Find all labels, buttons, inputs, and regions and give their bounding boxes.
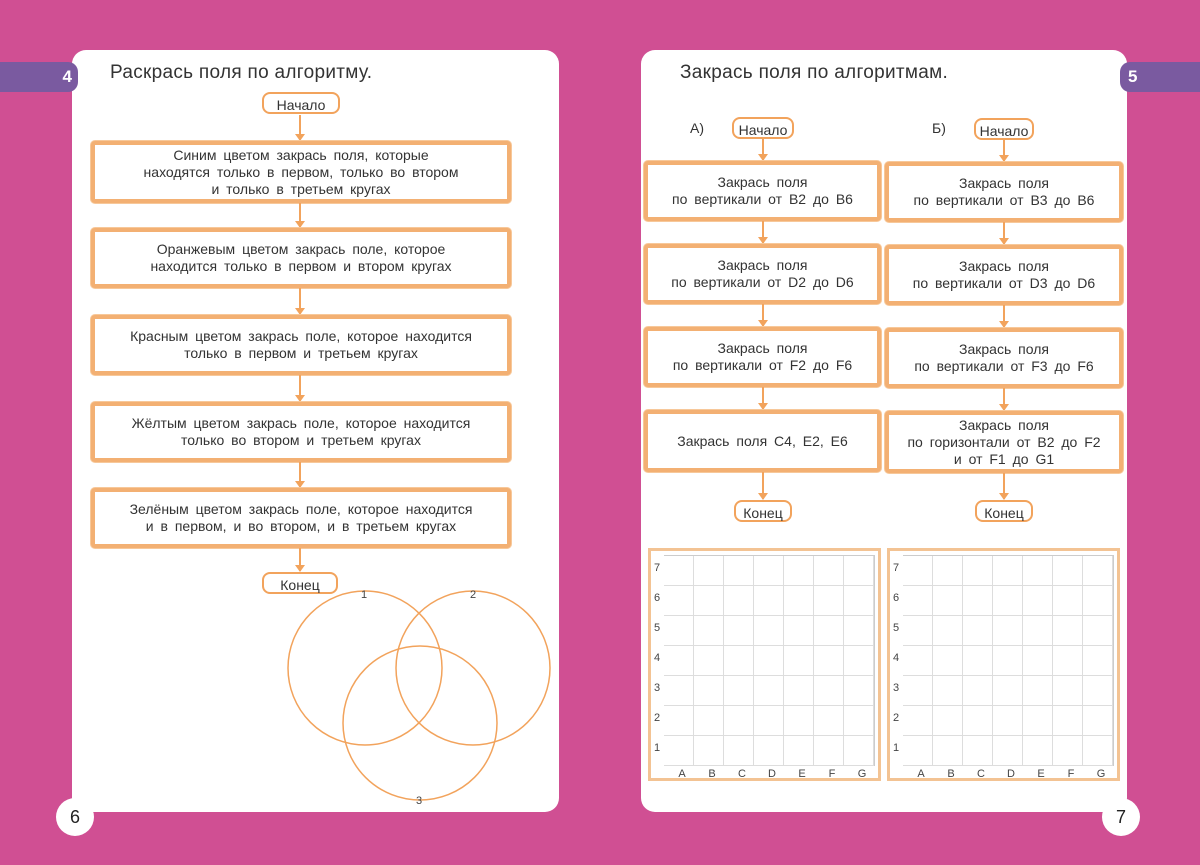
grid-a-row-label: 2 [653, 712, 661, 724]
algorithm-a-start: Начало [732, 117, 794, 139]
grid-b-row-label: 3 [892, 682, 900, 694]
right-arrow [762, 139, 764, 160]
grid-a-row-label: 7 [653, 562, 661, 574]
algorithm-b-end: Конец [975, 500, 1033, 522]
right-arrow [762, 221, 764, 243]
step-line: Закрась поля [959, 258, 1049, 274]
right-arrow [1003, 388, 1005, 410]
step-line: по вертикали от D2 до D6 [671, 274, 854, 290]
grid-a [648, 548, 881, 781]
step-line: и от F1 до G1 [953, 450, 1055, 467]
step-line: Закрась поля [959, 416, 1049, 433]
grid-b-col-label: C [977, 768, 985, 780]
algorithm-b-start: Начало [974, 118, 1034, 140]
step-line: Оранжевым цветом закрась поле, которое [156, 241, 446, 257]
grid-b-col-label: F [1067, 768, 1075, 780]
grid-b-col-label: G [1096, 768, 1106, 780]
left-step-4 [91, 402, 511, 462]
grid-a-col-label: D [768, 768, 776, 780]
venn-label-2: 2 [470, 589, 477, 601]
step-line: Закрась поля [717, 340, 808, 356]
step-line: Жёлтым цветом закрась поле, которое находится [131, 415, 471, 431]
grid-b-col-label: B [947, 768, 955, 780]
step-line: Закрась поля [959, 175, 1049, 191]
right-arrow [1003, 305, 1005, 327]
left-arrow [299, 462, 301, 487]
grid-b-col-label: A [917, 768, 925, 780]
right-tab-number: 5 [1120, 62, 1200, 92]
grid-a-cells [664, 555, 875, 766]
left-arrow [299, 115, 301, 140]
left-arrow [299, 375, 301, 401]
left-page-number: 6 [56, 798, 94, 836]
grid-a-col-label: C [738, 768, 746, 780]
left-tab-number: 4 [0, 62, 78, 92]
grid-a-col-label: E [798, 768, 806, 780]
step-line: и в первом, и во втором, и в третьем кругах [145, 518, 457, 534]
left-arrow [299, 288, 301, 314]
step-line: и только в третьем кругах [211, 180, 391, 197]
grid-a-row-label: 5 [653, 622, 661, 634]
right-page-title: Закрась поля по алгоритмам. [680, 62, 949, 83]
left-page-title: Раскрась поля по алгоритму. [110, 62, 373, 83]
step-line: Красным цветом закрась поле, которое находится [130, 328, 472, 344]
right-arrow [762, 387, 764, 409]
right-arrow [762, 304, 764, 326]
grid-b-row-label: 4 [892, 652, 900, 664]
step-line: Закрась поля [717, 257, 808, 273]
algorithm-b-step-1 [885, 162, 1123, 222]
left-end-node: Конец [262, 572, 338, 594]
algorithm-b-label: Б) [932, 120, 946, 136]
left-step-1 [91, 141, 511, 203]
right-arrow [1003, 473, 1005, 499]
algorithm-a-label: А) [690, 120, 704, 136]
venn-label-3: 3 [416, 795, 423, 807]
right-arrow [762, 472, 764, 499]
step-line: Синим цветом закрась поля, которые [173, 146, 429, 163]
algorithm-b-step-2 [885, 245, 1123, 305]
step-line: только в первом и третьем кругах [184, 345, 418, 361]
step-line: Закрась поля [717, 174, 808, 190]
grid-b-row-label: 2 [892, 712, 900, 724]
step-line: по вертикали от B3 до B6 [913, 192, 1095, 208]
left-step-3 [91, 315, 511, 375]
grid-a-row-label: 1 [653, 742, 661, 754]
venn-label-1: 1 [361, 589, 368, 601]
left-start-node: Начало [262, 92, 340, 114]
step-line: Закрась поля C4, E2, E6 [677, 432, 848, 449]
step-line: по вертикали от D3 до D6 [912, 275, 1096, 291]
step-line: по вертикали от B2 до B6 [672, 191, 853, 207]
right-page-number: 7 [1102, 798, 1140, 836]
algorithm-a-end: Конец [734, 500, 792, 522]
left-arrow [299, 203, 301, 227]
grid-b-row-label: 1 [892, 742, 900, 754]
grid-b-col-label: D [1007, 768, 1015, 780]
step-line: только во втором и третьем кругах [181, 432, 421, 448]
algorithm-a-step-3 [644, 327, 881, 387]
grid-a-row-label: 3 [653, 682, 661, 694]
algorithm-b-step-4 [885, 411, 1123, 473]
step-line: находится только в первом и втором кругах [150, 258, 452, 274]
algorithm-a-step-1 [644, 161, 881, 221]
step-line: Зелёным цветом закрась поле, которое находится [129, 501, 473, 517]
grid-a-row-label: 4 [653, 652, 661, 664]
step-line: по вертикали от F3 до F6 [914, 358, 1094, 374]
algorithm-b-step-3 [885, 328, 1123, 388]
right-arrow [1003, 140, 1005, 161]
grid-a-col-label: B [708, 768, 716, 780]
algorithm-a-step-2 [644, 244, 881, 304]
left-step-5 [91, 488, 511, 548]
grid-a-row-label: 6 [653, 592, 661, 604]
step-line: Закрась поля [959, 341, 1049, 357]
grid-b-cells [903, 555, 1114, 766]
grid-b-col-label: E [1037, 768, 1045, 780]
grid-b [887, 548, 1120, 781]
right-arrow [1003, 222, 1005, 244]
grid-b-row-label: 6 [892, 592, 900, 604]
left-arrow [299, 548, 301, 571]
grid-a-col-label: F [828, 768, 836, 780]
grid-a-col-label: G [857, 768, 867, 780]
step-line: по вертикали от F2 до F6 [672, 357, 853, 373]
step-line: находятся только в первом, только во втором [143, 163, 459, 180]
step-line: по горизонтали от B2 до F2 [907, 433, 1101, 450]
algorithm-a-step-4 [644, 410, 881, 472]
venn-diagram [280, 590, 560, 810]
grid-b-row-label: 7 [892, 562, 900, 574]
left-step-2 [91, 228, 511, 288]
grid-a-col-label: A [678, 768, 686, 780]
grid-b-row-label: 5 [892, 622, 900, 634]
